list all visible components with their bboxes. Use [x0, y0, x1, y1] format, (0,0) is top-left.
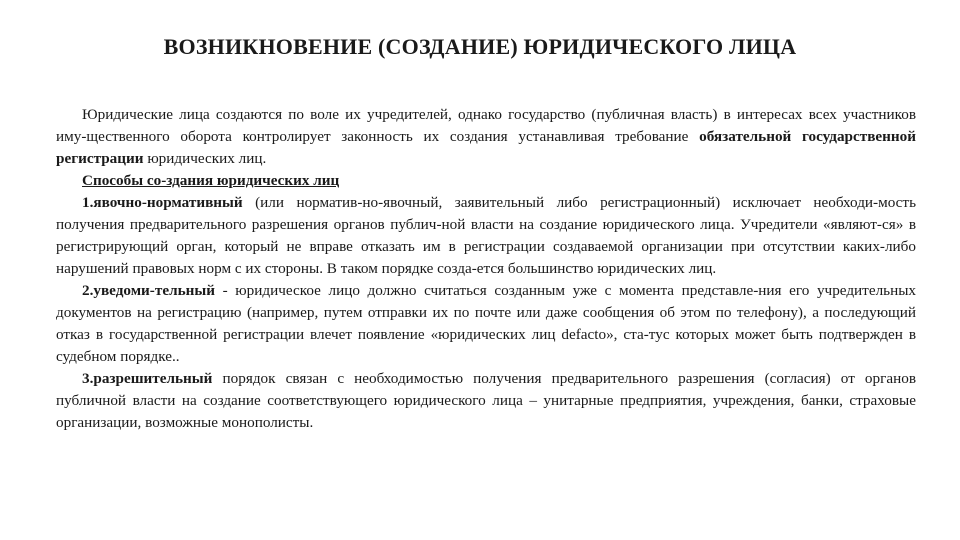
intro-text-2: юридических лиц.	[143, 150, 267, 167]
method-1-text: (или норматив-но-явочный, заявительный либо регистрационный) исключает необходи-мость получения предварительного разрешения органов публич-ной власти на создание юридического лица. Учредители «являют-ся» в регистрирующий орган, который не вправе отказать им в регистрации создаваемой организации при отсутствии каких-либо нарушений правовых норм с их стороны. В таком порядке созда-ется большинство юридических лиц.	[56, 194, 916, 277]
method-3-label: 3.разрешительный	[82, 370, 213, 387]
method-1-label: 1.явочно-нормативный	[82, 194, 243, 211]
methods-heading: Способы со-здания юридических лиц	[82, 172, 340, 189]
method-1-paragraph	[56, 192, 916, 280]
slide-title: ВОЗНИКНОВЕНИЕ (СОЗДАНИЕ) ЮРИДИЧЕСКОГО ЛИЦА	[163, 34, 797, 59]
method-2-label: 2.уведоми-тельный	[82, 282, 215, 299]
method-3-paragraph	[56, 368, 916, 434]
methods-heading-paragraph	[56, 170, 916, 192]
method-2-paragraph	[56, 280, 916, 368]
slide-body	[56, 104, 916, 434]
intro-text-1: Юридические лица создаются по воле их учредителей, однако государство (публичная власть) в интересах всех участников иму-щественного оборота контролирует законность их создания устанавливая требование	[56, 106, 916, 145]
method-2-text: - юридическое лицо должно считаться созданным уже с момента представле-ния его учредительных документов на регистрацию (например, путем отправки их по почте или даже сообщения об этом по телефону), а последующий отказ в государственной регистрации влечет появление «юридических лиц defacto», ста-тус которых может быть подтвержден в судебном порядке..	[56, 282, 916, 365]
intro-emphasis: обязательной государственной регистрации	[56, 128, 916, 167]
method-3-text: порядок связан с необходимостью получения предварительного разрешения (согласия) от органов публичной власти на создание соответствующего юридического лица – унитарные предприятия, учреждения, банки, страховые организации, возможные монополисты.	[56, 370, 916, 431]
intro-paragraph	[56, 104, 916, 170]
